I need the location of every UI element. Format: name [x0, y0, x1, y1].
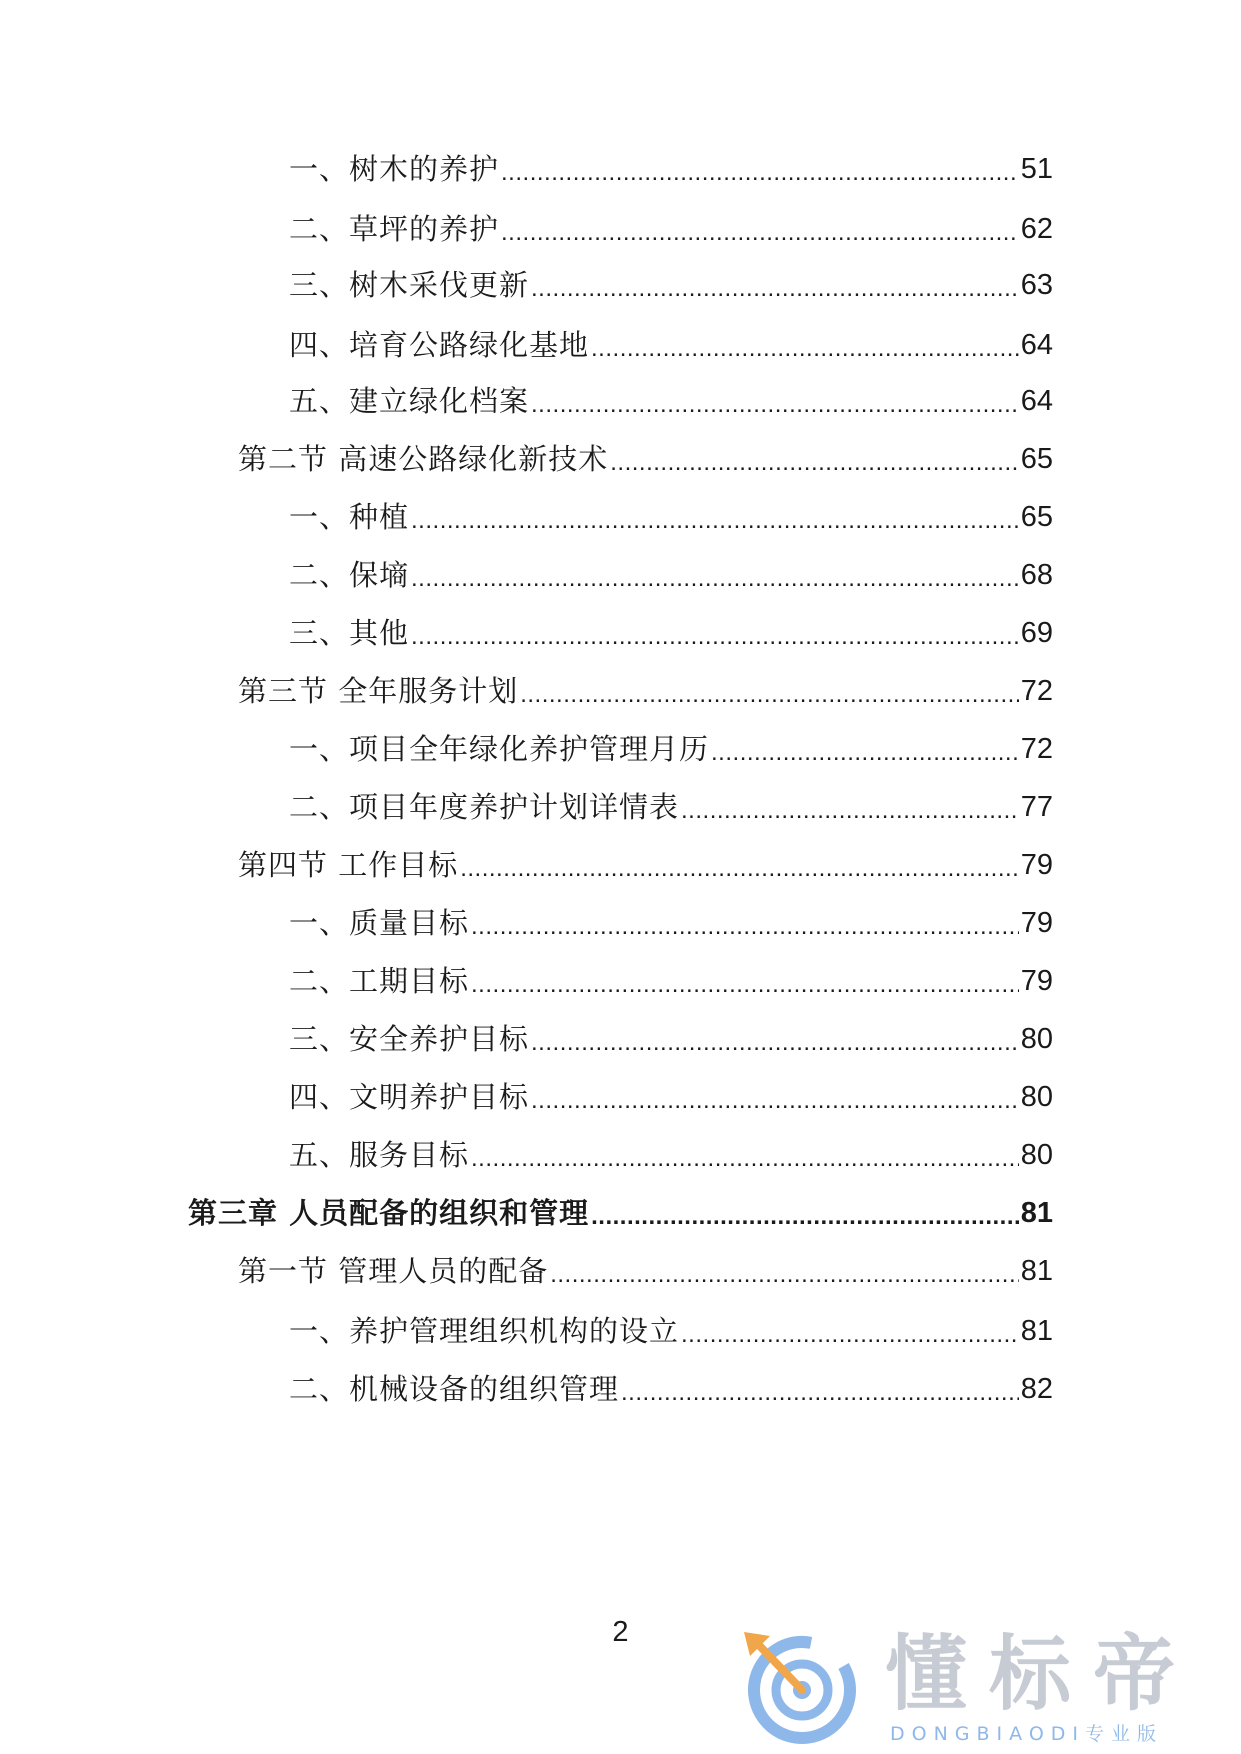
toc-entry-page: 77	[1020, 791, 1053, 823]
toc-entry	[289, 1370, 1053, 1408]
toc-entry-chapter	[188, 1194, 1053, 1232]
page-number: 2	[612, 1616, 629, 1648]
toc-dot-leader	[681, 1320, 1019, 1350]
toc-entry-title: 四、培育公路绿化基地	[289, 328, 590, 362]
toc-entry-title: 一、种植	[289, 500, 410, 534]
toc-entry-title: 第三章 人员配备的组织和管理	[188, 1196, 590, 1230]
toc-dot-leader	[471, 970, 1019, 1000]
toc-entry	[289, 326, 1053, 364]
toc-entry-page: 82	[1020, 1373, 1053, 1405]
toc-dot-leader	[531, 1028, 1019, 1058]
toc-dot-leader	[471, 1144, 1019, 1174]
toc-entry	[289, 556, 1053, 594]
toc-entry-page: 81	[1020, 1197, 1053, 1229]
toc-entry-title: 第三节 全年服务计划	[238, 674, 519, 708]
toc-entry	[289, 1078, 1053, 1116]
toc-entry-title: 三、其他	[289, 616, 410, 650]
toc-dot-leader	[681, 796, 1019, 826]
toc-entry-page: 65	[1020, 443, 1053, 475]
toc-entry	[289, 1312, 1053, 1350]
toc-entry	[289, 788, 1053, 826]
toc-entry	[289, 382, 1053, 420]
toc-dot-leader	[520, 680, 1019, 710]
toc-entry-page: 69	[1020, 617, 1053, 649]
target-arrow-icon	[740, 1628, 880, 1748]
toc-entry	[289, 730, 1053, 768]
toc-dot-leader	[411, 506, 1019, 536]
toc-entry-title: 二、工期目标	[289, 964, 470, 998]
toc-entry-page: 79	[1020, 849, 1053, 881]
toc-entry-title: 三、安全养护目标	[289, 1022, 530, 1056]
toc-entry	[289, 1136, 1053, 1174]
toc-dot-leader	[591, 334, 1019, 364]
toc-entry-page: 72	[1020, 675, 1053, 707]
toc-dot-leader	[460, 854, 1019, 884]
toc-entry-title: 五、建立绿化档案	[289, 384, 530, 418]
toc-entry	[289, 150, 1053, 188]
toc-entry-title: 第二节 高速公路绿化新技术	[238, 442, 609, 476]
toc-entry-page: 81	[1020, 1315, 1053, 1347]
toc-entry-title: 二、保墒	[289, 558, 410, 592]
toc-entry	[289, 498, 1053, 536]
toc-entry-page: 81	[1020, 1255, 1053, 1287]
toc-entry	[289, 904, 1053, 942]
toc-entry-page: 63	[1020, 269, 1053, 301]
toc-dot-leader	[531, 1086, 1019, 1116]
toc-dot-leader	[501, 158, 1019, 188]
toc-entry	[238, 1252, 1053, 1290]
toc-entry-title: 一、树木的养护	[289, 152, 500, 186]
toc-entry-page: 68	[1020, 559, 1053, 591]
toc-entry-page: 79	[1020, 965, 1053, 997]
toc-entry-page: 62	[1020, 213, 1053, 245]
toc-entry	[289, 266, 1053, 304]
toc-entry-page: 72	[1020, 733, 1053, 765]
toc-entry	[238, 440, 1053, 478]
toc-entry-title: 一、项目全年绿化养护管理月历	[289, 732, 710, 766]
watermark-subtitle: DONGBIAODI专业版	[890, 1723, 1164, 1745]
toc-dot-leader	[411, 564, 1019, 594]
toc-dot-leader	[411, 622, 1019, 652]
toc-entry-title: 二、机械设备的组织管理	[289, 1372, 620, 1406]
toc-entry-page: 79	[1020, 907, 1053, 939]
toc-dot-leader	[610, 448, 1019, 478]
toc-dot-leader	[471, 912, 1019, 942]
toc-entry-page: 80	[1020, 1081, 1053, 1113]
toc-entry-title: 第四节 工作目标	[238, 848, 459, 882]
toc-entry-title: 四、文明养护目标	[289, 1080, 530, 1114]
toc-entry-title: 一、养护管理组织机构的设立	[289, 1314, 680, 1348]
watermark-brand: 懂标帝	[885, 1627, 1198, 1722]
toc-entry-page: 64	[1020, 329, 1053, 361]
toc-dot-leader	[531, 274, 1019, 304]
toc-entry	[238, 846, 1053, 884]
toc-entry-title: 二、项目年度养护计划详情表	[289, 790, 680, 824]
toc-dot-leader	[501, 218, 1019, 248]
toc-dot-leader	[621, 1378, 1019, 1408]
toc-entry-page: 51	[1020, 153, 1053, 185]
toc-entry-title: 一、质量目标	[289, 906, 470, 940]
toc-entry-page: 80	[1020, 1139, 1053, 1171]
toc-entry-page: 64	[1020, 385, 1053, 417]
toc-entry	[289, 614, 1053, 652]
toc-entry-page: 65	[1020, 501, 1053, 533]
toc-entry-title: 第一节 管理人员的配备	[238, 1254, 549, 1288]
toc-entry-page: 80	[1020, 1023, 1053, 1055]
brand-watermark	[740, 1628, 1220, 1748]
toc-entry	[289, 1020, 1053, 1058]
toc-entry-title: 三、树木采伐更新	[289, 268, 530, 302]
toc-dot-leader	[591, 1202, 1019, 1232]
toc-dot-leader	[531, 390, 1019, 420]
toc-entry-title: 二、草坪的养护	[289, 212, 500, 246]
toc-dot-leader	[711, 738, 1019, 768]
toc-dot-leader	[550, 1260, 1019, 1290]
toc-entry	[238, 672, 1053, 710]
toc-entry	[289, 962, 1053, 1000]
toc-entry-title: 五、服务目标	[289, 1138, 470, 1172]
toc-entry	[289, 210, 1053, 248]
